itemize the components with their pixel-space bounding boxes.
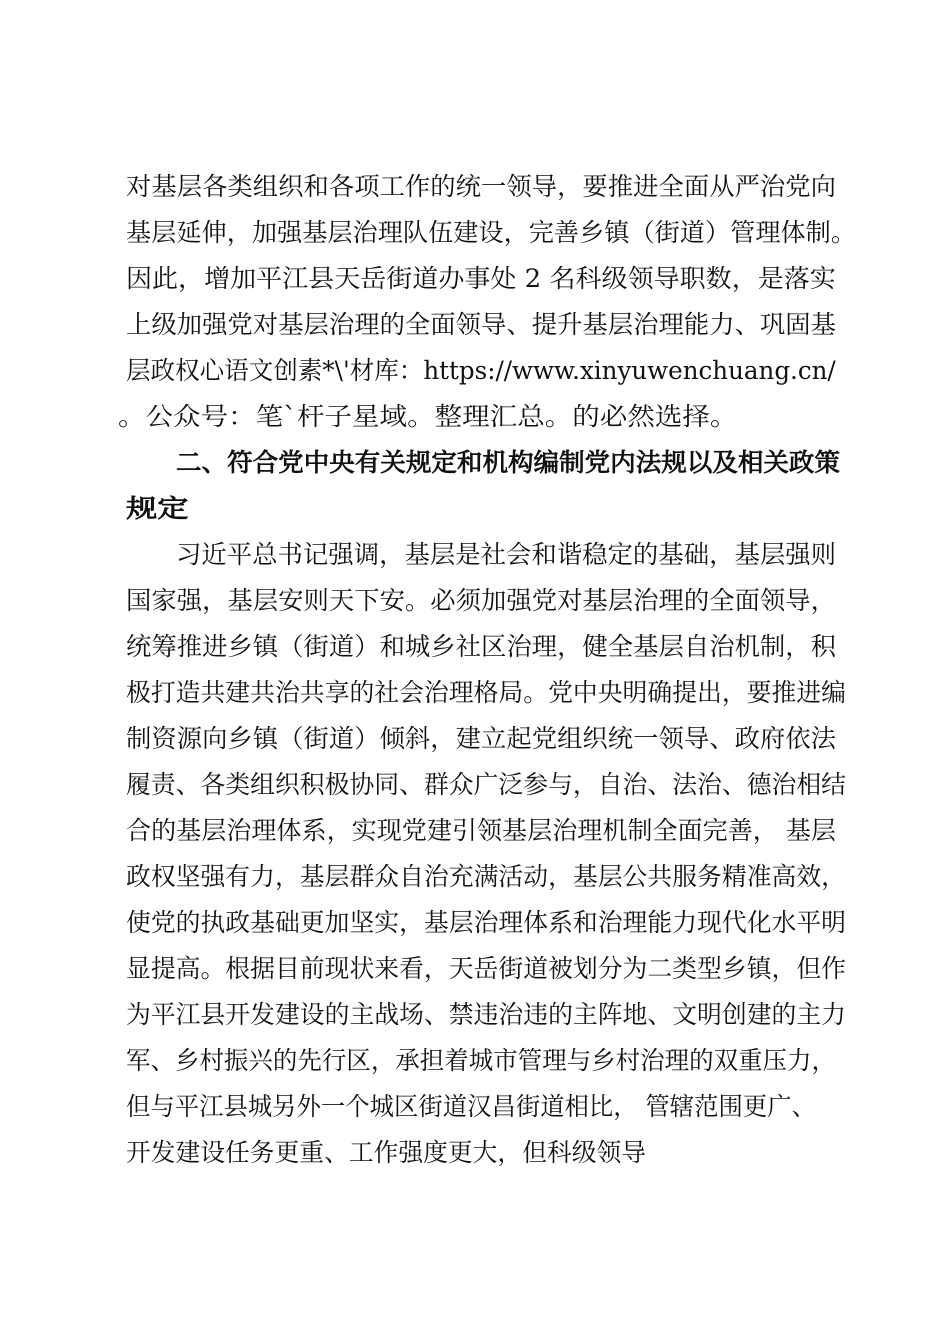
- paragraph-line: 统筹推进乡镇（街道）和城乡社区治理，健全基层自治机制，积: [126, 632, 837, 661]
- paragraph-line: 制资源向乡镇（街道）倾斜，建立起党组织统一领导、政府依法: [126, 724, 837, 753]
- paragraph-line: 习近平总书记强调，基层是社会和谐稳定的基础，基层强则: [176, 540, 837, 569]
- paragraph-line: 但与平江县城另外一个城区街道汉昌街道相比， 管辖范围更广、: [126, 1092, 816, 1121]
- paragraph-line: 对基层各类组织和各项工作的统一领导，要推进全面从严治党向: [126, 172, 837, 201]
- paragraph-line: 合的基层治理体系，实现党建引领基层治理机制全面完善， 基层: [126, 816, 836, 845]
- paragraph-line: 极打造共建共治共享的社会治理格局。党中央明确提出，要推进编: [126, 678, 847, 707]
- paragraph-line: 显提高。根据目前现状来看，天岳街道被划分为二类型乡镇，但作: [126, 954, 847, 983]
- paragraph-line: 。公众号：笔`杆子星域。整理汇总。的必然选择。: [118, 402, 738, 431]
- paragraph-line: 履责、各类组织积极协同、群众广泛参与，自治、法治、德治相结: [126, 770, 847, 799]
- paragraph-line: 为平江县开发建设的主战场、禁违治违的主阵地、文明创建的主力: [126, 1000, 847, 1029]
- paragraph-line: 军、乡村振兴的先行区，承担着城市管理与乡村治理的双重压力，: [126, 1046, 837, 1075]
- paragraph-line: 上级加强党对基层治理的全面领导、提升基层治理能力、巩固基: [126, 310, 837, 339]
- paragraph-line: 国家强，基层安则天下安。必须加强党对基层治理的全面领导，: [126, 586, 837, 615]
- paragraph-line: 基层延伸，加强基层治理队伍建设，完善乡镇（街道）管理体制。: [126, 218, 857, 247]
- section-heading-line: 规定: [126, 494, 189, 523]
- paragraph-line: 因此，增加平江县天岳街道办事处 2 名科级领导职数，是落实: [126, 264, 836, 293]
- paragraph-line: 使党的执政基础更加坚实，基层治理体系和治理能力现代化水平明: [126, 908, 847, 937]
- paragraph-line-watermark-text: 层政权心语文创素*\'材库：https://www.xinyuwenchuang.cn/: [126, 356, 836, 385]
- paragraph-line: 政权坚强有力，基层群众自治充满活动，基层公共服务精准高效，: [126, 862, 847, 891]
- section-heading-line: 二、符合党中央有关规定和机构编制党内法规以及相关政策: [176, 448, 841, 477]
- paragraph-line: 开发建设任务更重、工作强度更大，但科级领导: [126, 1138, 647, 1167]
